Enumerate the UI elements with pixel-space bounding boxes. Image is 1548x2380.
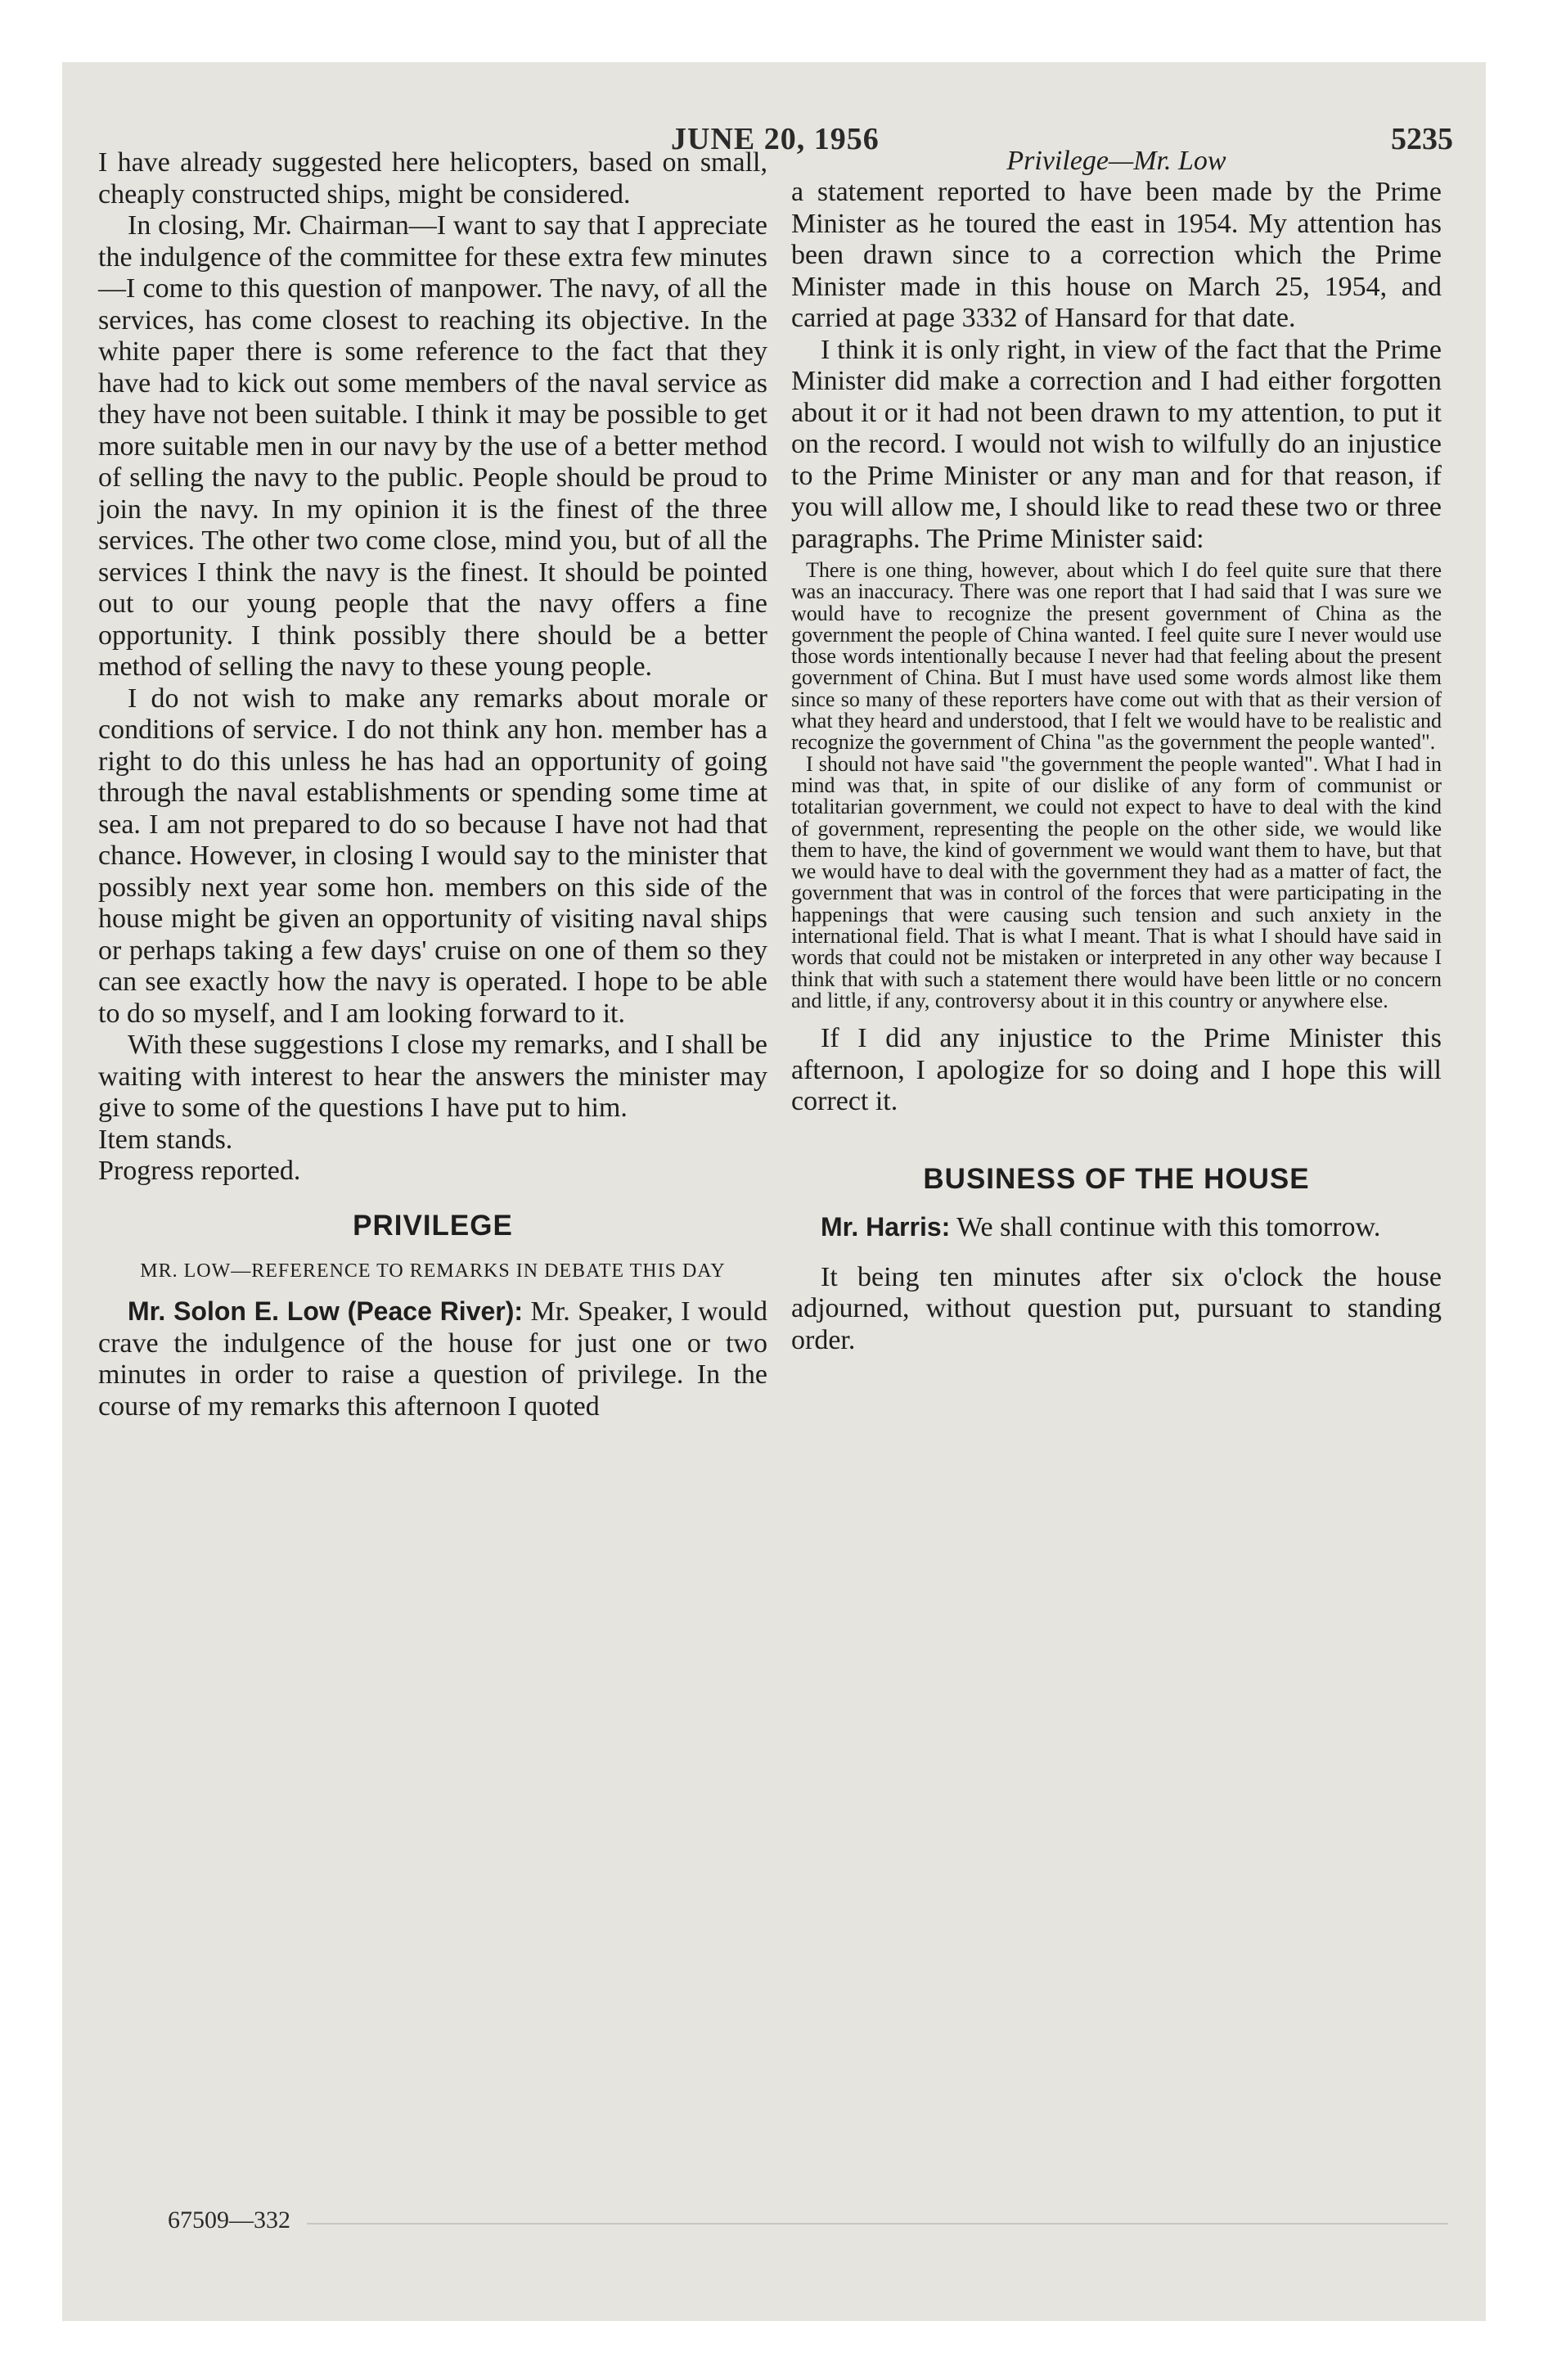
- speech-text: Mr. Speaker, I would crave the indulgence of the house for just one or two minutes in order to raise a question of privilege. In the course of my remarks this afternoon I quoted: [98, 1296, 767, 1422]
- speech-paragraph: [98, 1296, 767, 1422]
- section-title-privilege: PRIVILEGE: [353, 1209, 513, 1242]
- quote-paragraph: I should not have said "the government the people wanted". What I had in mind was that, in spite of our dislike of any form of communist or totalitarian government, we could not expect to have to deal with the kind of government, representing the people on the other side, we would like them to have, the kind of government we would want them to have, but that we would have to deal with the government they had as a matter of fact, the government that was in control of the forces that were participating in the happenings that were causing such tension and such anxiety in the international field. That is what I meant. That is what I should have said in words that could not be mistaken or interpreted in any other way because I think that with such a statement there would have been little or no concern and little, if any, controversy about it in this country or anywhere else.: [791, 751, 1442, 1012]
- speech-paragraph: [791, 1211, 1442, 1244]
- speech-text: We shall continue with this tomorrow.: [956, 1212, 1381, 1243]
- paragraph: If I did any injustice to the Prime Minister this afternoon, I apologize for so doing and I hope this will correct it.: [791, 1023, 1442, 1117]
- paragraph: I do not wish to make any remarks about morale or conditions of service. I do not think any hon. member has a right to do this unless he has had an opportunity of going through the naval establishments or spending some time at sea. I am not prepared to do so because I have not had that chance. However, in closing I would say to the minister that possibly next year some hon. members on this side of the house might be given an opportunity of visiting naval ships or perhaps taking a few days' cruise on one of them so they can see exactly how the navy is operated. I hope to be able to do so myself, and I am looking forward to it.: [98, 683, 767, 1029]
- footer-code: 67509—332: [168, 2206, 290, 2234]
- progress-reported: Progress reported.: [98, 1156, 301, 1186]
- adjournment-paragraph: It being ten minutes after six o'clock the house adjourned, without question put, pursuant to standing order.: [791, 1261, 1442, 1355]
- footer-rule: [307, 2223, 1448, 2224]
- subheading: MR. LOW—REFERENCE TO REMARKS IN DEBATE THIS DAY: [140, 1260, 726, 1282]
- speaker-name: Mr. Solon E. Low (Peace River):: [128, 1296, 524, 1326]
- page-number: 5235: [1391, 122, 1453, 156]
- paragraph: With these suggestions I close my remarks, and I shall be waiting with interest to hear the answers the minister may give to some of the questions I have put to him.: [98, 1030, 767, 1123]
- right-column: [791, 146, 1442, 1356]
- running-head: Privilege—Mr. Low: [1006, 146, 1226, 176]
- paragraph: a statement reported to have been made by the Prime Minister as he toured the east in 1954. My attention has been drawn since to a correction which the Prime Minister made in this house on March 25, 1954, and carried at page 3332 of Hansard for that date.: [791, 177, 1442, 333]
- page-date: JUNE 20, 1956: [671, 122, 880, 156]
- speaker-name: Mr. Harris:: [821, 1212, 951, 1242]
- quote-paragraph: There is one thing, however, about which I do feel quite sure that there was an inaccuracy. There was one report that I had said that I was sure we would have to recognize the present government of China as the government the people of China wanted. I feel quite sure I never would use those words intentionally because I never had that feeling about the present government of China. But I must have used some words almost like them since so many of these reporters have come out with that as their version of what they heard and understood, that I felt we would have to be realistic and recognize the government of China "as the government the people wanted".: [791, 558, 1442, 755]
- item-stands: Item stands.: [98, 1124, 233, 1155]
- paragraph: I have already suggested here helicopters, based on small, cheaply constructed ships, might be considered.: [98, 147, 767, 210]
- paragraph: In closing, Mr. Chairman—I want to say that I appreciate the indulgence of the committee for these extra few minutes—I come to this question of manpower. The navy, of all the services, has come closest to reaching its objective. In the white paper there is some reference to the fact that they have had to kick out some members of the naval service as they have not been suitable. I think it may be possible to get more suitable men in our navy by the use of a better method of selling the navy to the public. People should be proud to join the navy. In my opinion it is the finest of the three services. The other two come close, mind you, but of all the services I think the navy is the finest. It should be pointed out to our young people that the navy offers a fine opportunity. I think possibly there should be a better method of selling the navy to these young people.: [98, 210, 767, 682]
- left-column: [98, 147, 767, 1422]
- section-title-business: BUSINESS OF THE HOUSE: [923, 1162, 1310, 1195]
- paragraph: I think it is only right, in view of the fact that the Prime Minister did make a correction and I had either forgotten about it or it had not been drawn to my attention, to put it on the record. I would not wish to wilfully do an injustice to the Prime Minister or any man and for that reason, if you will allow me, I should like to read these two or three paragraphs. The Prime Minister said:: [791, 334, 1442, 554]
- block-quote: [791, 560, 1442, 1012]
